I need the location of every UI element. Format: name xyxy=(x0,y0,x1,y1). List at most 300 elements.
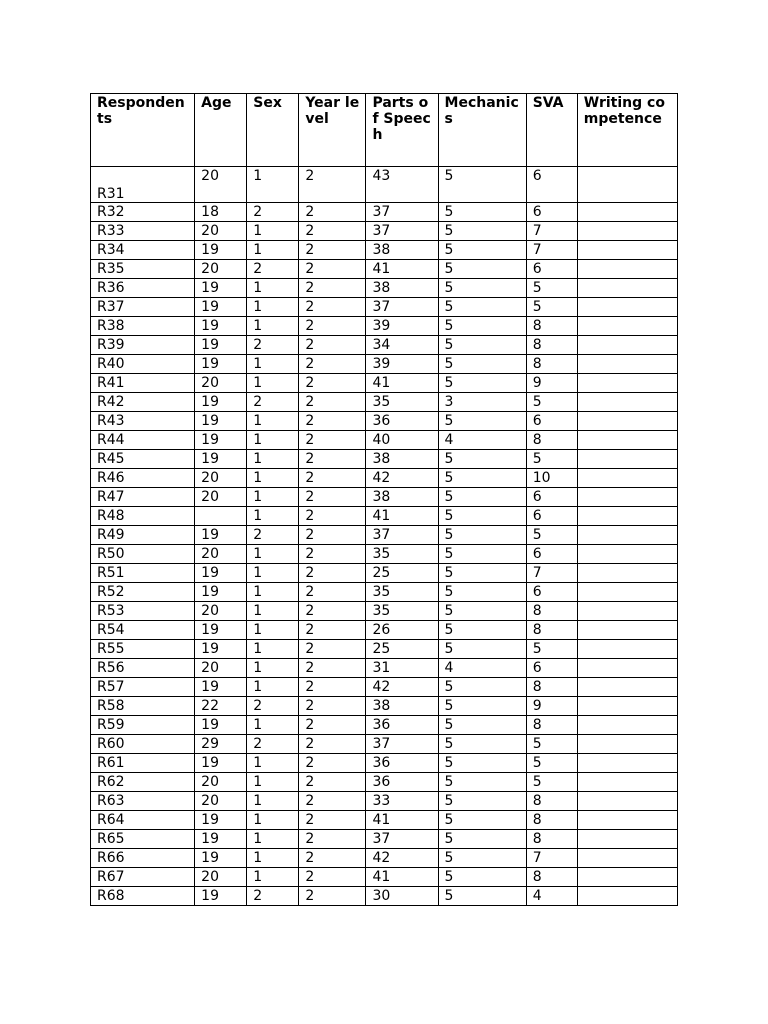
cell-parts-of-speech: 41 xyxy=(366,374,438,393)
cell-parts-of-speech: 38 xyxy=(366,241,438,260)
cell-mechanics: 5 xyxy=(438,545,526,564)
cell-age: 20 xyxy=(195,792,247,811)
cell-sex: 1 xyxy=(247,602,299,621)
cell-year-level: 2 xyxy=(299,849,366,868)
cell-sva: 8 xyxy=(526,621,577,640)
cell-year-level: 2 xyxy=(299,412,366,431)
cell-respondent: R59 xyxy=(91,716,195,735)
cell-year-level: 2 xyxy=(299,830,366,849)
table-row xyxy=(91,241,678,260)
cell-writing-competence xyxy=(577,241,677,260)
table-row xyxy=(91,697,678,716)
cell-mechanics: 5 xyxy=(438,735,526,754)
cell-age: 19 xyxy=(195,583,247,602)
cell-mechanics: 5 xyxy=(438,716,526,735)
cell-sex: 1 xyxy=(247,355,299,374)
cell-year-level: 2 xyxy=(299,887,366,906)
table-row xyxy=(91,450,678,469)
cell-sex: 1 xyxy=(247,868,299,887)
cell-sva: 8 xyxy=(526,336,577,355)
cell-respondent: R64 xyxy=(91,811,195,830)
cell-mechanics: 5 xyxy=(438,887,526,906)
cell-parts-of-speech: 35 xyxy=(366,602,438,621)
cell-respondent: R37 xyxy=(91,298,195,317)
cell-sva: 5 xyxy=(526,450,577,469)
cell-sva: 6 xyxy=(526,507,577,526)
cell-mechanics: 5 xyxy=(438,773,526,792)
cell-parts-of-speech: 38 xyxy=(366,488,438,507)
table-row xyxy=(91,336,678,355)
cell-age: 20 xyxy=(195,773,247,792)
cell-respondent: R58 xyxy=(91,697,195,716)
cell-respondent: R50 xyxy=(91,545,195,564)
cell-sex: 1 xyxy=(247,488,299,507)
cell-year-level: 2 xyxy=(299,545,366,564)
table-row xyxy=(91,754,678,773)
cell-respondent: R43 xyxy=(91,412,195,431)
cell-mechanics: 5 xyxy=(438,260,526,279)
cell-year-level: 2 xyxy=(299,279,366,298)
cell-writing-competence xyxy=(577,735,677,754)
cell-sex: 1 xyxy=(247,564,299,583)
cell-year-level: 2 xyxy=(299,526,366,545)
cell-mechanics: 5 xyxy=(438,167,526,203)
cell-parts-of-speech: 26 xyxy=(366,621,438,640)
table-row xyxy=(91,887,678,906)
cell-sva: 8 xyxy=(526,830,577,849)
cell-sva: 10 xyxy=(526,469,577,488)
cell-writing-competence xyxy=(577,393,677,412)
cell-age: 20 xyxy=(195,469,247,488)
cell-sva: 5 xyxy=(526,640,577,659)
cell-sva: 5 xyxy=(526,735,577,754)
cell-parts-of-speech: 42 xyxy=(366,678,438,697)
cell-sex: 1 xyxy=(247,545,299,564)
header-sva: SVA xyxy=(526,94,577,167)
cell-parts-of-speech: 42 xyxy=(366,469,438,488)
cell-sva: 9 xyxy=(526,697,577,716)
table-row xyxy=(91,412,678,431)
cell-sex: 1 xyxy=(247,374,299,393)
cell-year-level: 2 xyxy=(299,583,366,602)
cell-year-level: 2 xyxy=(299,754,366,773)
cell-parts-of-speech: 25 xyxy=(366,564,438,583)
cell-writing-competence xyxy=(577,526,677,545)
cell-sva: 8 xyxy=(526,716,577,735)
cell-sva: 4 xyxy=(526,887,577,906)
table-row xyxy=(91,526,678,545)
cell-mechanics: 5 xyxy=(438,811,526,830)
table-row xyxy=(91,773,678,792)
cell-parts-of-speech: 41 xyxy=(366,811,438,830)
cell-year-level: 2 xyxy=(299,621,366,640)
cell-sex: 1 xyxy=(247,222,299,241)
cell-year-level: 2 xyxy=(299,564,366,583)
cell-writing-competence xyxy=(577,659,677,678)
cell-year-level: 2 xyxy=(299,203,366,222)
cell-respondent: R42 xyxy=(91,393,195,412)
cell-age: 20 xyxy=(195,488,247,507)
cell-parts-of-speech: 38 xyxy=(366,697,438,716)
cell-year-level: 2 xyxy=(299,355,366,374)
cell-year-level: 2 xyxy=(299,260,366,279)
cell-year-level: 2 xyxy=(299,640,366,659)
cell-respondent: R33 xyxy=(91,222,195,241)
cell-respondent: R63 xyxy=(91,792,195,811)
cell-parts-of-speech: 36 xyxy=(366,754,438,773)
cell-age: 20 xyxy=(195,659,247,678)
cell-respondent: R65 xyxy=(91,830,195,849)
table-row xyxy=(91,564,678,583)
cell-parts-of-speech: 38 xyxy=(366,279,438,298)
cell-mechanics: 5 xyxy=(438,526,526,545)
cell-year-level: 2 xyxy=(299,697,366,716)
cell-sex: 2 xyxy=(247,526,299,545)
cell-writing-competence xyxy=(577,317,677,336)
cell-parts-of-speech: 25 xyxy=(366,640,438,659)
cell-age: 19 xyxy=(195,241,247,260)
cell-sex: 1 xyxy=(247,716,299,735)
cell-sva: 5 xyxy=(526,754,577,773)
cell-writing-competence xyxy=(577,431,677,450)
cell-mechanics: 5 xyxy=(438,697,526,716)
cell-respondent: R41 xyxy=(91,374,195,393)
cell-respondent: R46 xyxy=(91,469,195,488)
header-parts-of-speech: Parts of Speech xyxy=(366,94,438,167)
cell-mechanics: 5 xyxy=(438,792,526,811)
table-row xyxy=(91,298,678,317)
cell-age: 19 xyxy=(195,317,247,336)
cell-mechanics: 5 xyxy=(438,203,526,222)
table-row xyxy=(91,507,678,526)
cell-parts-of-speech: 36 xyxy=(366,716,438,735)
cell-age: 20 xyxy=(195,222,247,241)
cell-sva: 8 xyxy=(526,431,577,450)
cell-sex: 1 xyxy=(247,583,299,602)
cell-parts-of-speech: 37 xyxy=(366,830,438,849)
cell-writing-competence xyxy=(577,564,677,583)
cell-age: 29 xyxy=(195,735,247,754)
cell-respondent: R62 xyxy=(91,773,195,792)
cell-mechanics: 5 xyxy=(438,317,526,336)
cell-sva: 8 xyxy=(526,355,577,374)
table-row xyxy=(91,640,678,659)
cell-year-level: 2 xyxy=(299,868,366,887)
header-age: Age xyxy=(195,94,247,167)
cell-sex: 1 xyxy=(247,678,299,697)
cell-mechanics: 5 xyxy=(438,469,526,488)
cell-respondent: R55 xyxy=(91,640,195,659)
cell-age: 19 xyxy=(195,564,247,583)
cell-sva: 8 xyxy=(526,602,577,621)
cell-writing-competence xyxy=(577,621,677,640)
cell-sex: 1 xyxy=(247,659,299,678)
cell-sva: 5 xyxy=(526,393,577,412)
cell-sex: 1 xyxy=(247,167,299,203)
cell-year-level: 2 xyxy=(299,773,366,792)
cell-sva: 7 xyxy=(526,849,577,868)
cell-sva: 6 xyxy=(526,167,577,203)
cell-writing-competence xyxy=(577,507,677,526)
cell-age: 19 xyxy=(195,298,247,317)
cell-respondent: R45 xyxy=(91,450,195,469)
cell-writing-competence xyxy=(577,830,677,849)
cell-writing-competence xyxy=(577,887,677,906)
cell-parts-of-speech: 37 xyxy=(366,203,438,222)
header-mechanics: Mechanics xyxy=(438,94,526,167)
cell-year-level: 2 xyxy=(299,602,366,621)
cell-mechanics: 5 xyxy=(438,412,526,431)
cell-writing-competence xyxy=(577,355,677,374)
header-respondents: Respondents xyxy=(91,94,195,167)
cell-year-level: 2 xyxy=(299,374,366,393)
cell-parts-of-speech: 41 xyxy=(366,868,438,887)
cell-mechanics: 5 xyxy=(438,336,526,355)
cell-parts-of-speech: 38 xyxy=(366,450,438,469)
cell-year-level: 2 xyxy=(299,241,366,260)
cell-writing-competence xyxy=(577,412,677,431)
cell-sex: 2 xyxy=(247,336,299,355)
cell-sva: 5 xyxy=(526,526,577,545)
cell-sva: 8 xyxy=(526,678,577,697)
cell-mechanics: 5 xyxy=(438,640,526,659)
cell-year-level: 2 xyxy=(299,317,366,336)
cell-mechanics: 5 xyxy=(438,450,526,469)
cell-age: 19 xyxy=(195,640,247,659)
cell-sex: 1 xyxy=(247,450,299,469)
cell-parts-of-speech: 35 xyxy=(366,583,438,602)
cell-year-level: 2 xyxy=(299,222,366,241)
cell-mechanics: 5 xyxy=(438,621,526,640)
cell-parts-of-speech: 41 xyxy=(366,260,438,279)
cell-sva: 7 xyxy=(526,241,577,260)
table-row xyxy=(91,659,678,678)
cell-sva: 7 xyxy=(526,564,577,583)
cell-mechanics: 5 xyxy=(438,241,526,260)
cell-age: 19 xyxy=(195,621,247,640)
cell-mechanics: 5 xyxy=(438,564,526,583)
table-row xyxy=(91,355,678,374)
cell-respondent: R32 xyxy=(91,203,195,222)
cell-sva: 6 xyxy=(526,412,577,431)
cell-respondent: R67 xyxy=(91,868,195,887)
table-row xyxy=(91,317,678,336)
cell-parts-of-speech: 35 xyxy=(366,393,438,412)
cell-respondent: R54 xyxy=(91,621,195,640)
cell-mechanics: 5 xyxy=(438,583,526,602)
cell-writing-competence xyxy=(577,773,677,792)
cell-age: 19 xyxy=(195,336,247,355)
cell-sva: 5 xyxy=(526,279,577,298)
table-row xyxy=(91,203,678,222)
cell-year-level: 2 xyxy=(299,336,366,355)
cell-sex: 1 xyxy=(247,849,299,868)
table-row xyxy=(91,545,678,564)
table-row xyxy=(91,260,678,279)
cell-age: 20 xyxy=(195,260,247,279)
cell-writing-competence xyxy=(577,849,677,868)
cell-parts-of-speech: 39 xyxy=(366,317,438,336)
cell-respondent: R57 xyxy=(91,678,195,697)
cell-mechanics: 5 xyxy=(438,279,526,298)
cell-age: 19 xyxy=(195,526,247,545)
cell-sva: 8 xyxy=(526,811,577,830)
table-row xyxy=(91,583,678,602)
cell-mechanics: 5 xyxy=(438,678,526,697)
cell-sva: 5 xyxy=(526,773,577,792)
cell-writing-competence xyxy=(577,488,677,507)
cell-mechanics: 5 xyxy=(438,507,526,526)
cell-writing-competence xyxy=(577,222,677,241)
cell-age: 20 xyxy=(195,602,247,621)
cell-writing-competence xyxy=(577,792,677,811)
cell-sva: 6 xyxy=(526,203,577,222)
cell-respondent: R39 xyxy=(91,336,195,355)
cell-year-level: 2 xyxy=(299,678,366,697)
cell-sex: 1 xyxy=(247,279,299,298)
cell-respondent: R56 xyxy=(91,659,195,678)
cell-year-level: 2 xyxy=(299,488,366,507)
cell-age: 20 xyxy=(195,545,247,564)
table-row xyxy=(91,735,678,754)
cell-age: 19 xyxy=(195,716,247,735)
cell-respondent: R36 xyxy=(91,279,195,298)
cell-sva: 6 xyxy=(526,260,577,279)
header-writing-competence: Writing competence xyxy=(577,94,677,167)
cell-age: 22 xyxy=(195,697,247,716)
cell-sex: 1 xyxy=(247,412,299,431)
table-row xyxy=(91,374,678,393)
table-row xyxy=(91,849,678,868)
table-row xyxy=(91,792,678,811)
cell-respondent: R49 xyxy=(91,526,195,545)
cell-writing-competence xyxy=(577,640,677,659)
cell-sex: 1 xyxy=(247,621,299,640)
cell-sex: 2 xyxy=(247,203,299,222)
cell-year-level: 2 xyxy=(299,716,366,735)
cell-writing-competence xyxy=(577,469,677,488)
cell-sva: 8 xyxy=(526,868,577,887)
cell-age: 19 xyxy=(195,678,247,697)
cell-writing-competence xyxy=(577,811,677,830)
table-row xyxy=(91,602,678,621)
cell-year-level: 2 xyxy=(299,659,366,678)
cell-parts-of-speech: 33 xyxy=(366,792,438,811)
cell-year-level: 2 xyxy=(299,450,366,469)
cell-sex: 1 xyxy=(247,298,299,317)
cell-writing-competence xyxy=(577,374,677,393)
cell-sva: 6 xyxy=(526,545,577,564)
cell-parts-of-speech: 34 xyxy=(366,336,438,355)
cell-sex: 1 xyxy=(247,792,299,811)
cell-mechanics: 5 xyxy=(438,849,526,868)
cell-respondent: R40 xyxy=(91,355,195,374)
table-row xyxy=(91,279,678,298)
cell-writing-competence xyxy=(577,203,677,222)
cell-sva: 6 xyxy=(526,659,577,678)
cell-year-level: 2 xyxy=(299,811,366,830)
cell-mechanics: 4 xyxy=(438,659,526,678)
cell-writing-competence xyxy=(577,545,677,564)
cell-parts-of-speech: 42 xyxy=(366,849,438,868)
cell-sex: 1 xyxy=(247,754,299,773)
cell-mechanics: 5 xyxy=(438,868,526,887)
cell-age: 19 xyxy=(195,849,247,868)
cell-mechanics: 5 xyxy=(438,355,526,374)
cell-sex: 2 xyxy=(247,393,299,412)
cell-mechanics: 5 xyxy=(438,754,526,773)
cell-sva: 8 xyxy=(526,317,577,336)
cell-respondent: R60 xyxy=(91,735,195,754)
cell-sex: 1 xyxy=(247,431,299,450)
table-row xyxy=(91,678,678,697)
cell-parts-of-speech: 37 xyxy=(366,222,438,241)
cell-respondent: R66 xyxy=(91,849,195,868)
cell-writing-competence xyxy=(577,336,677,355)
cell-mechanics: 5 xyxy=(438,298,526,317)
cell-sex: 2 xyxy=(247,260,299,279)
cell-sex: 1 xyxy=(247,830,299,849)
cell-year-level: 2 xyxy=(299,431,366,450)
respondents-table xyxy=(90,93,678,906)
table-row xyxy=(91,868,678,887)
cell-age: 19 xyxy=(195,355,247,374)
cell-parts-of-speech: 36 xyxy=(366,412,438,431)
cell-respondent: R52 xyxy=(91,583,195,602)
cell-respondent: R34 xyxy=(91,241,195,260)
table-row xyxy=(91,830,678,849)
cell-writing-competence xyxy=(577,602,677,621)
cell-parts-of-speech: 37 xyxy=(366,735,438,754)
cell-parts-of-speech: 35 xyxy=(366,545,438,564)
cell-mechanics: 5 xyxy=(438,830,526,849)
cell-respondent: R35 xyxy=(91,260,195,279)
cell-writing-competence xyxy=(577,167,677,203)
cell-year-level: 2 xyxy=(299,393,366,412)
cell-parts-of-speech: 39 xyxy=(366,355,438,374)
cell-age: 20 xyxy=(195,167,247,203)
cell-sva: 5 xyxy=(526,298,577,317)
cell-age: 19 xyxy=(195,887,247,906)
cell-respondent: R38 xyxy=(91,317,195,336)
cell-respondent: R44 xyxy=(91,431,195,450)
cell-sva: 9 xyxy=(526,374,577,393)
cell-writing-competence xyxy=(577,298,677,317)
cell-mechanics: 5 xyxy=(438,602,526,621)
cell-writing-competence xyxy=(577,754,677,773)
cell-sex: 1 xyxy=(247,773,299,792)
cell-mechanics: 5 xyxy=(438,374,526,393)
cell-year-level: 2 xyxy=(299,167,366,203)
cell-age: 19 xyxy=(195,431,247,450)
cell-writing-competence xyxy=(577,678,677,697)
cell-year-level: 2 xyxy=(299,507,366,526)
cell-sva: 8 xyxy=(526,792,577,811)
cell-sva: 7 xyxy=(526,222,577,241)
cell-age: 20 xyxy=(195,868,247,887)
table-row xyxy=(91,469,678,488)
cell-age xyxy=(195,507,247,526)
header-sex: Sex xyxy=(247,94,299,167)
cell-mechanics: 4 xyxy=(438,431,526,450)
cell-age: 19 xyxy=(195,450,247,469)
table-row xyxy=(91,222,678,241)
cell-age: 18 xyxy=(195,203,247,222)
cell-year-level: 2 xyxy=(299,298,366,317)
cell-sex: 1 xyxy=(247,317,299,336)
cell-respondent: R68 xyxy=(91,887,195,906)
cell-sex: 2 xyxy=(247,735,299,754)
